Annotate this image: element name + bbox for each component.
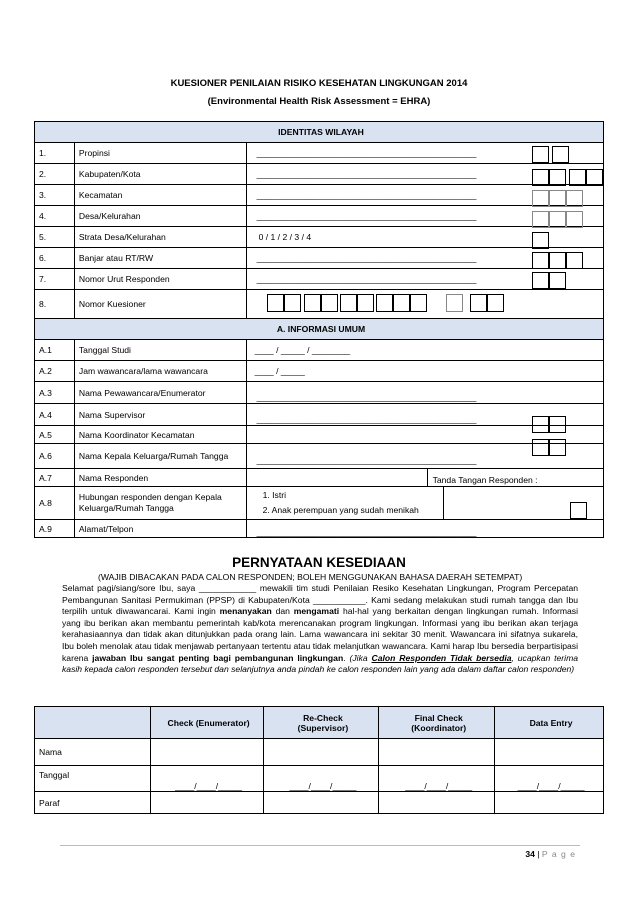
kabupaten-field[interactable]: ______________________________________________ [246,164,603,185]
enumerator-field[interactable]: ______________________________________________ [246,382,603,404]
table-row: 1. Propinsi ______________________________________________ [35,143,604,164]
table-row: Tanggal ____/____/_____ ____/____/_____ ____/____/_____ ____/____/_____ [35,766,604,792]
code-box-strata[interactable] [532,232,549,249]
table-row: A.3 Nama Pewawancara/Enumerator ______________________________________________ [35,382,604,404]
table-row: A.6 Nama Kepala Keluarga/Rumah Tangga ______________________________________________ [35,444,604,469]
hubungan-field[interactable] [246,487,603,520]
consent-paragraph: Selamat pagi/siang/sore Ibu, saya ____________ mewakili tim studi Penilaian Resiko Kesehatan Lingkungan, Program Percepatan Pembangunan Sanitasi Permukiman (PPSP) di Kabupaten/Kota ___________. Kami sedang melakukan studi rumah tangga dan Ibu terpilih untuk diwawancarai. Kami ingin menanyakan dan mengamati hal-hal yang berkaitan dengan lingkungan rumah. Informasi yang ibu berikan akan membantu pemerintah kab/kota merencanakan program lingkungan. Informasi yang ibu berikan akan terjaga kerahasiaannya dan tidak akan ditunjukkan pada orang lain. Lama wawancara ini sekitar 30 menit. Wawancara ini sifatnya sukarela, Ibu boleh menolak atau tidak menjawab pertanyaan tertentu atau tidak melanjutkan wawancara. Kami harap Ibu bersedia berpartisipasi karena jawaban Ibu sangat penting bagi pembangunan lingkungan. (Jika Calon Responden Tidak bersedia, ucapkan terima kasih kepada calon responden tersebut dan selanjutnya anda pindah ke calon responden lain yang ada dalam daftar calon responden) [62,583,579,675]
banjar-field[interactable]: ______________________________________________ [246,248,603,269]
section-title-identitas: IDENTITAS WILAYAH [35,122,604,143]
table-row: Nama [35,739,604,766]
option-anak[interactable]: 2. Anak perempuan yang sudah menikah [262,505,419,515]
nama-koordinator-cell[interactable] [379,739,495,766]
identity-table [34,121,604,538]
signature-label: Tanda Tangan Responden : [432,475,538,485]
form-subtitle: (Environmental Health Risk Assessment = EHRA) [207,96,431,107]
table-row: A.4 Nama Supervisor ______________________________________________ [35,404,604,426]
code-boxes-kuesioner-1[interactable] [267,294,301,312]
header-final-check: Final Check (Koordinator) [379,707,495,739]
code-boxes-desa[interactable] [532,211,583,228]
code-boxes-kecamatan[interactable] [532,190,583,207]
tanggal-studi-field[interactable]: ____ / _____ / ________ [246,340,603,361]
table-row: 5. Strata Desa/Kelurahan 0 / 1 / 2 / 3 / 4 [35,227,604,248]
strata-field[interactable]: 0 / 1 / 2 / 3 / 4 [246,227,603,248]
table-row: A.8 Hubungan responden dengan Kepala Keluarga/Rumah Tangga 1. Istri 2. Anak perempuan yang sudah menikah [35,487,604,520]
tanggal-supervisor-cell[interactable]: ____/____/_____ [263,766,379,792]
table-row: 2. Kabupaten/Kota ______________________________________________ [35,164,604,185]
tanggal-enumerator-cell[interactable]: ____/____/_____ [150,766,263,792]
table-row: A.1 Tanggal Studi ____ / _____ / ________ [35,340,604,361]
code-boxes-kuesioner-3[interactable] [340,294,374,312]
table-row: 4. Desa/Kelurahan ______________________________________________ [35,206,604,227]
code-boxes-koordinator[interactable] [532,439,566,456]
nama-supervisor-cell[interactable] [263,739,379,766]
code-boxes-kuesioner-4[interactable] [376,294,427,312]
header-data-entry: Data Entry [495,707,604,739]
table-row: 6. Banjar atau RT/RW ______________________________________________ [35,248,604,269]
form-title: KUESIONER PENILAIAN RISIKO KESEHATAN LINGKUNGAN 2014 [170,78,468,89]
nama-dataentry-cell[interactable] [495,739,604,766]
page-footer: 34 | P a g e [525,849,576,859]
code-boxes-supervisor[interactable] [532,416,566,433]
propinsi-field[interactable]: ______________________________________________ [246,143,603,164]
code-boxes-kuesioner-2[interactable] [304,294,338,312]
header-check-enumerator: Check (Enumerator) [150,707,263,739]
check-table [34,706,604,814]
blank-header [35,707,151,739]
tanggal-koordinator-cell[interactable]: ____/____/_____ [379,766,495,792]
option-istri[interactable]: 1. Istri [262,490,286,500]
jam-wawancara-field[interactable]: ____ / _____ [246,361,603,382]
table-row: 3. Kecamatan ______________________________________________ [35,185,604,206]
table-row: A.7 Nama Responden Tanda Tangan Responden : [35,469,604,487]
responden-field[interactable] [246,469,603,487]
code-boxes-kabupaten[interactable] [532,169,603,186]
header-recheck: Re-Check (Supervisor) [263,707,379,739]
consent-subheading: (WAJIB DIBACAKAN PADA CALON RESPONDEN; BOLEH MENGGUNAKAN BAHASA DAERAH SETEMPAT) [98,572,523,582]
kepala-keluarga-field[interactable]: ______________________________________________ [246,444,603,469]
paraf-supervisor-cell[interactable] [263,792,379,814]
paraf-dataentry-cell[interactable] [495,792,604,814]
kecamatan-field[interactable]: ______________________________________________ [246,185,603,206]
supervisor-field[interactable]: ______________________________________________ [246,404,603,426]
tanggal-dataentry-cell[interactable]: ____/____/_____ [495,766,604,792]
footer-rule [60,845,580,846]
table-row: A.9 Alamat/Telpon ______________________________________________ [35,520,604,538]
table-row: A.2 Jam wawancara/lama wawancara ____ / _____ [35,361,604,382]
table-row: Paraf [35,792,604,814]
check-header-row [35,707,604,739]
paraf-koordinator-cell[interactable] [379,792,495,814]
desa-field[interactable]: ______________________________________________ [246,206,603,227]
alamat-field[interactable]: ______________________________________________ [246,520,603,538]
section-title-informasi: A. INFORMASI UMUM [35,319,604,340]
table-row: 7. Nomor Urut Responden ______________________________________________ [35,269,604,290]
code-boxes-kuesioner-6[interactable] [470,294,504,312]
consent-heading: PERNYATAAN KESEDIAAN [232,555,406,570]
table-row: A.5 Nama Koordinator Kecamatan [35,426,604,444]
code-boxes-banjar[interactable] [532,252,583,269]
code-boxes-propinsi[interactable] [532,146,569,163]
paraf-enumerator-cell[interactable] [150,792,263,814]
code-box-kuesioner-5[interactable] [446,294,463,312]
nomor-urut-field[interactable]: ______________________________________________ [246,269,603,290]
code-box-hubungan[interactable] [570,502,587,519]
table-row: 8. Nomor Kuesioner [35,290,604,319]
nama-enumerator-cell[interactable] [150,739,263,766]
code-boxes-responden[interactable] [532,272,566,289]
